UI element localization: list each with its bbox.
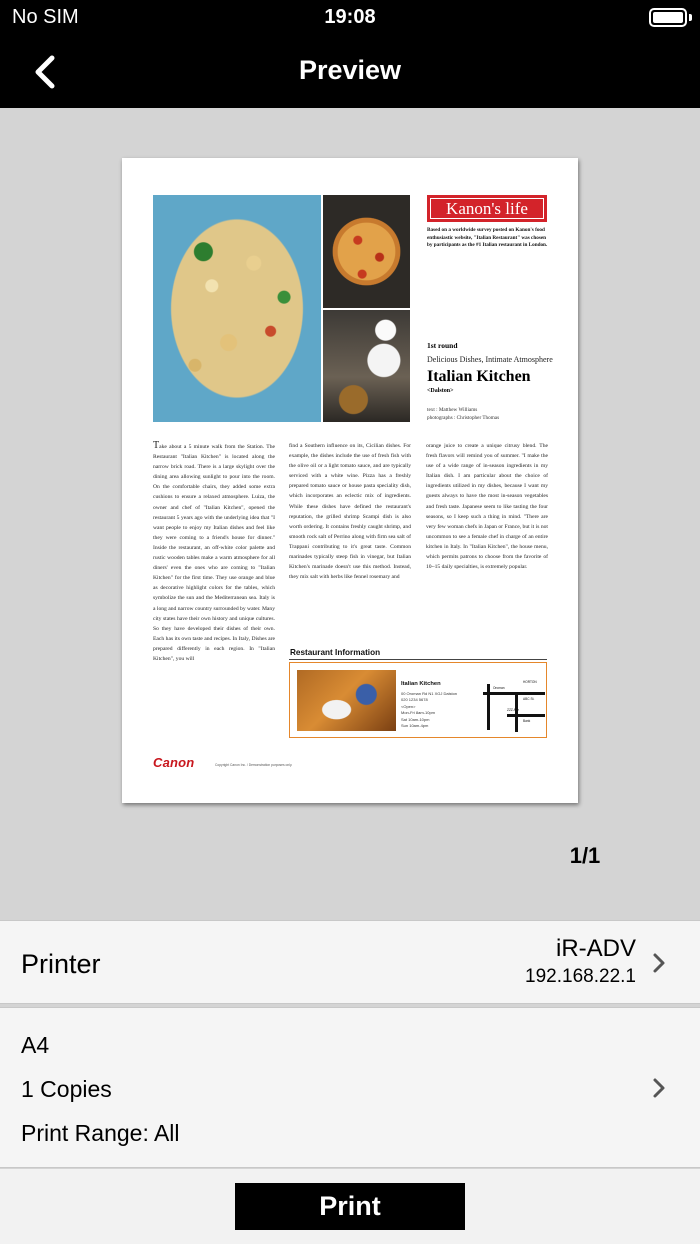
canon-logo: Canon bbox=[153, 755, 195, 770]
clock: 19:08 bbox=[324, 6, 376, 28]
article-credits bbox=[427, 406, 499, 422]
body-column-3: orange juice to create a unique citrusy blend. The fresh flavors will remind you of summer. "I make the use of a wide range of in-season ingredients in my Italian dish. I am particular about the choice of ingredients utilized in my dishes, because I want my guests always to have the most in-season vegetables and fresh taste. Japanese seem to like tasting the four seasons, so I keep such a thing in mind. "There are very few woman chefs in Japan or France, but it is not uncommon to see a female chef in charge of an entire kitchen in Italy. In "Italian Kitchen", the house menu, which permits patrons to choose from the favorite of 10~15 daily specialties, is extremely popular. bbox=[426, 443, 548, 571]
hours-heading: <Open> bbox=[401, 703, 416, 709]
interior-photo bbox=[297, 670, 396, 731]
battery-tip bbox=[689, 14, 692, 21]
paper-size: A4 bbox=[21, 1032, 50, 1058]
map-label-horton: HORTON bbox=[523, 680, 537, 684]
article-title: Italian Kitchen bbox=[427, 368, 531, 385]
hours-saturday: Sat 10am-10pm bbox=[401, 716, 430, 722]
document-page-preview[interactable] bbox=[122, 158, 578, 803]
copyright-text: Copyright Canon Inc. / Demonstration purposes only. bbox=[215, 763, 293, 767]
credit-photo: photographs : Christopher Thomas bbox=[427, 415, 500, 421]
preview-area bbox=[0, 108, 700, 920]
page-title: Preview bbox=[298, 55, 402, 85]
divider bbox=[289, 659, 547, 660]
magazine-logo: Kanon's life bbox=[427, 195, 547, 222]
pizza-photo bbox=[323, 195, 410, 308]
map-label-oroman: Oroman bbox=[493, 686, 505, 690]
column-1-text: ake about a 5 minute walk from the Station. The Restaurant "Italian Kitchen" is located along the narrow brick road. There is a large skylight over the dining area allowing sunlight to pour into the room. On the comfortable chairs, they added some extra cushions to ensure a relaxed atmosphere. Luiza, the owner and chef of "Italian Kitchen", opened the restaurant 5 years ago with the underlying idea that "I want people to enjoy my Italian dishes and feel like they were coming to a friend's house for dinner." Inside the restaurant, an off-white color palette and rustic wooden tables make a warm atmosphere for all diners' even the ones who are coming to "Italian Kitchen" for the first time. They use orange and blue as decorative highlight colors for the tables, which symbolize the sun and the Mediterranean sea. Italy is a long and narrow country surrounded by water. Many city states have their own history and unique cultures. So they have developed their dishes of their own. Each has its own taste and recipes. In Italy, Dishes are prepared differently in each region. In "Italian Kitchen", you will bbox=[153, 444, 275, 662]
print-button[interactable]: Print bbox=[235, 1183, 465, 1230]
copies-count: 1 Copies bbox=[21, 1076, 112, 1102]
chef-photo bbox=[323, 310, 410, 422]
chevron-right-icon bbox=[652, 1077, 666, 1099]
drop-cap: T bbox=[153, 440, 160, 451]
map-road bbox=[483, 692, 545, 695]
battery-icon bbox=[649, 8, 687, 27]
restaurant-info-box bbox=[289, 662, 547, 738]
chevron-right-icon bbox=[652, 952, 666, 974]
hours-weekday: Mon-Fri 8am-10pm bbox=[401, 710, 436, 716]
body-column-2: find a Southern influence on its, Cicilian dishes. For example, the dishes include the use of fresh fish with the olive oil or a light tomato sauce, and are typically serviced with a white wine. Pizza has a freshly prepared tomato sauce or house pasta speciality dish, which incorporates an eclectic mix of ingredients. While these dishes have defined the restaurant's reputation, the grilled shrimp Scampi dish is also worth ordering. It contains freshly caught shrimp, and smooth rock salt of Perrino along with firm sea salt of Trappani contributing to it's great taste. Common marinades typically steep fish in vinegar, but Italian Kitchen's marinade doesn't use this method. Instead, they mix salt with herbs like fennel rosemary and bbox=[289, 443, 411, 581]
status-bar bbox=[0, 0, 700, 36]
credit-text: text : Matthew Williams bbox=[427, 407, 478, 413]
pasta-photo bbox=[153, 195, 321, 422]
bottom-bar bbox=[0, 1169, 700, 1244]
restaurant-name: Italian Kitchen bbox=[401, 681, 441, 687]
location-map bbox=[483, 678, 545, 733]
map-road bbox=[515, 692, 518, 732]
body-column-1 bbox=[153, 441, 275, 736]
intro-text: Based on a worldwide survey posted on Kanon's food enthusiastic website, "Italian Restaurant" was chosen by participants as the #1 Italian restaurant in London. bbox=[427, 227, 548, 249]
article-location: <Dalston> bbox=[427, 388, 454, 394]
map-road bbox=[487, 684, 490, 730]
phone-line: 020 1234 5678 bbox=[401, 697, 428, 703]
article-round: 1st round bbox=[427, 341, 458, 350]
print-settings[interactable] bbox=[0, 1007, 700, 1168]
restaurant-info-title: Restaurant Information bbox=[290, 648, 381, 657]
carrier-label: No SIM bbox=[12, 6, 79, 28]
map-label-zzz: ZZZ Ave bbox=[507, 708, 519, 712]
map-road bbox=[507, 714, 545, 717]
printer-name: iR-ADV bbox=[555, 935, 636, 962]
page-indicator: 1/1 bbox=[569, 843, 601, 868]
printer-label: Printer bbox=[21, 949, 101, 979]
address-line: 00 Oroman Rd N1 XGJ Dalston bbox=[401, 691, 458, 696]
article-subtitle: Delicious Dishes, Intimate Atmosphere bbox=[427, 355, 553, 364]
printer-selector[interactable] bbox=[0, 920, 700, 1004]
printer-ip: 192.168.22.1 bbox=[525, 966, 636, 987]
nav-bar bbox=[0, 36, 700, 108]
map-label-bank: Bank bbox=[523, 719, 531, 723]
print-range: Print Range: All bbox=[21, 1120, 180, 1146]
restaurant-details bbox=[401, 691, 457, 729]
hours-sunday: Sun 10am-4pm bbox=[401, 723, 429, 729]
map-label-abc: ABC St. bbox=[523, 697, 535, 701]
